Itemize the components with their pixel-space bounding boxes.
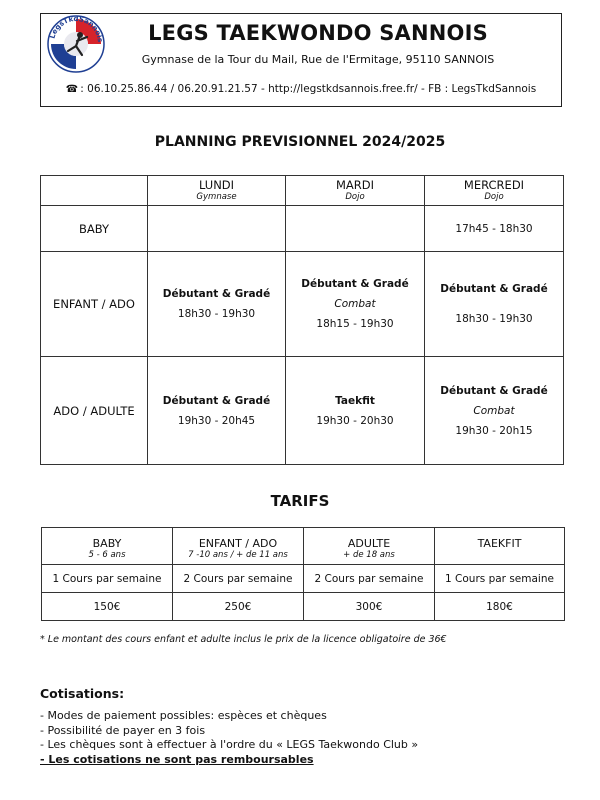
day-name: MARDI [335,178,375,192]
category-cell: ADO / ADULTE [41,357,148,465]
slot-level: Débutant & Gradé [301,278,409,290]
list-item: - Modes de paiement possibles: espèces et chèques [40,709,327,722]
slot-level: Débutant & Gradé [162,394,271,407]
slot-cell [286,252,425,357]
tarif-header-cell [435,528,565,565]
slot-time: 18h30 - 19h30 [177,308,256,320]
slot-time: 19h30 - 20h30 [316,414,394,427]
tarif-header-cell [42,528,173,565]
slot-time: 18h30 - 19h30 [455,313,533,325]
tarif-category: BABY [92,537,122,550]
tarif-category: ADULTE [347,537,391,550]
day-name: MERCREDI [463,178,525,192]
slot-level: Débutant & Gradé [440,384,548,397]
tarif-header-cell [304,528,435,565]
tarif-header-cell [173,528,304,565]
tarif-price-cell: 300€ [304,593,435,621]
slot-time: 17h45 - 18h30 [455,222,533,235]
slot-kind: Combat [334,298,376,310]
slot-cell [286,357,425,465]
table-row [41,252,564,357]
tarif-category: TAEKFIT [477,537,522,550]
tarif-price-cell: 250€ [173,593,304,621]
planning-title: PLANNING PREVISIONNEL 2024/2025 [154,134,446,150]
category-cell: BABY [41,206,148,252]
table-row [41,357,564,465]
slot-level: Débutant & Gradé [440,283,548,295]
slot-cell [148,252,286,357]
tarif-category: ENFANT / ADO [198,537,278,550]
tarifs-title: TARIFS [270,492,330,510]
slot-time: 18h15 - 19h30 [316,318,394,330]
telephone-icon: ☎ [65,84,79,95]
day-venue: Dojo [345,192,365,202]
logo-text: LegsTkdSannois [48,14,105,43]
list-item: - Les chèques sont à effectuer à l'ordre du « LEGS Taekwondo Club » [40,738,419,751]
list-item: - Les cotisations ne sont pas remboursables [40,752,314,766]
day-name: LUNDI [198,178,235,192]
contact-text: : 06.10.25.86.44 / 06.20.91.21.57 - http://legstkdsannois.free.fr/ - FB : LegsTkdSannois [80,83,537,95]
slot-cell [286,206,425,252]
tarif-price-cell: 180€ [435,593,565,621]
tarif-cours-cell: 2 Cours par semaine [304,565,435,593]
slot-time: 19h30 - 20h15 [455,424,533,437]
tarifs-table [41,527,565,621]
tarif-price-cell: 150€ [42,593,173,621]
slot-cell [425,206,564,252]
club-logo [46,13,106,75]
day-header [148,176,286,206]
cotisations-title: Cotisations: [40,686,125,701]
table-row [42,593,565,621]
slot-level: Taekfit [335,394,375,407]
planning-table [40,175,564,465]
slot-cell [425,252,564,357]
tarif-age: 5 - 6 ans [88,550,126,560]
day-header [286,176,425,206]
planning-corner-cell [41,176,148,206]
contact-line [40,83,562,95]
tarif-cours-cell: 1 Cours par semaine [435,565,565,593]
cotisations-list [40,709,580,767]
club-address: Gymnase de la Tour du Mail, Rue de l'Ermitage, 95110 SANNOIS [141,53,495,66]
day-header [425,176,564,206]
tarif-age: + de 18 ans [343,550,395,560]
category-cell: ENFANT / ADO [41,252,148,357]
slot-kind: Combat [473,404,515,417]
slot-cell [148,206,286,252]
day-venue: Gymnase [196,192,237,202]
table-row [42,565,565,593]
tarif-age: 7 -10 ans / + de 11 ans [188,550,288,560]
table-row [41,206,564,252]
slot-cell [425,357,564,465]
day-venue: Dojo [484,192,504,202]
club-name: LEGS TAEKWONDO SANNOIS [148,21,488,45]
table-row [42,528,565,565]
list-item: - Possibilité de payer en 3 fois [40,723,206,737]
tarifs-footnote: * Le montant des cours enfant et adulte inclus le prix de la licence obligatoire de 36€ [40,634,447,645]
slot-time: 19h30 - 20h45 [177,414,256,427]
tarif-cours-cell: 1 Cours par semaine [42,565,173,593]
slot-level: Débutant & Gradé [162,288,271,300]
slot-cell [148,357,286,465]
tarif-cours-cell: 2 Cours par semaine [173,565,304,593]
